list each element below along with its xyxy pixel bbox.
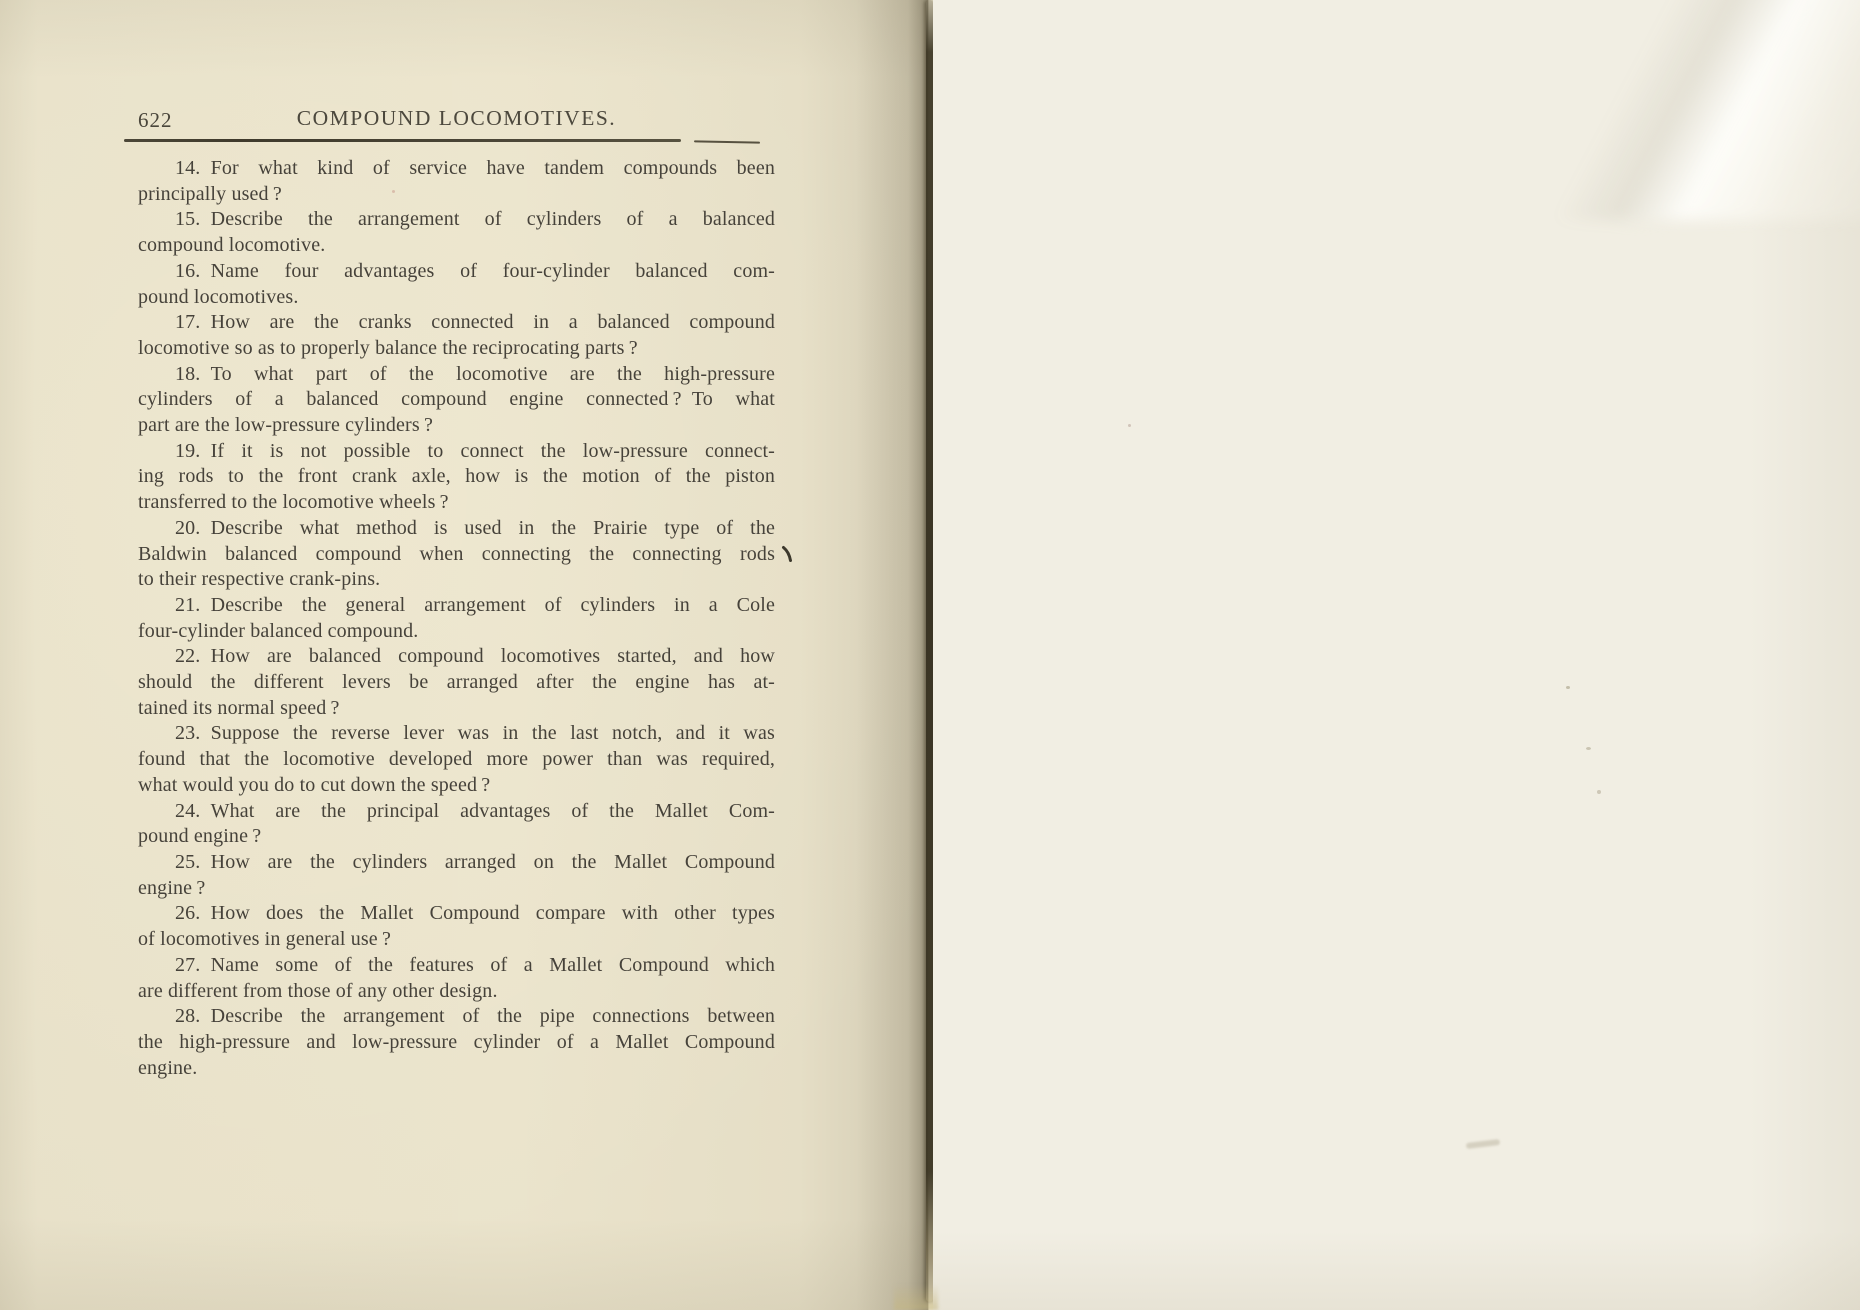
text-line: engine. [138,1056,198,1079]
text-line: should the different levers be arranged after the engine has at- [138,671,775,694]
text-line: locomotive so as to properly balance the reciprocating parts ? [138,336,638,359]
text-line: 17. How are the cranks connected in a balanced compound [175,311,775,334]
paper-speck [1566,686,1570,689]
page-number: 622 [138,108,173,132]
text-line: tained its normal speed ? [138,696,340,719]
text-line: to their respective crank-pins. [138,568,381,591]
gutter-shadow [856,0,928,1310]
text-line: 24. What are the principal advantages of the Mallet Com- [175,799,775,822]
paper-speck [1128,424,1131,427]
text-line: cylinders of a balanced compound engine connected ? To what [138,388,775,411]
text-line: 23. Suppose the reverse lever was in the last notch, and it was [175,722,775,745]
text-line: ing rods to the front crank axle, how is the motion of the piston [138,465,775,488]
text-block [138,156,775,1081]
text-line: 18. To what part of the locomotive are the high-pressure [175,362,775,385]
text-line: 27. Name some of the features of a Mallet Compound which [175,953,775,976]
text-line: the high-pressure and low-pressure cylinder of a Mallet Compound [138,1030,775,1053]
text-line: engine ? [138,876,206,899]
text-line: Baldwin balanced compound when connecting the connecting rods [138,542,775,565]
text-line: found that the locomotive developed more power than was required, [138,748,775,771]
stray-ink-mark [781,545,793,564]
text-line: 26. How does the Mallet Compound compare with other types [175,902,775,925]
text-line: are different from those of any other design. [138,979,498,1002]
header-rule [124,139,681,142]
running-title: COMPOUND LOCOMOTIVES. [296,106,617,130]
text-line: what would you do to cut down the speed ? [138,773,491,796]
text-line: 16. Name four advantages of four-cylinder balanced com- [175,259,775,282]
paper-speck [392,190,395,193]
text-line: 20. Describe what method is used in the Prairie type of the [175,516,775,539]
text-line: 21. Describe the general arrangement of cylinders in a Cole [175,593,775,616]
text-line: 22. How are balanced compound locomotives started, and how [175,645,775,668]
text-line: principally used ? [138,182,282,205]
text-line: of locomotives in general use ? [138,928,392,951]
text-line: pound locomotives. [138,285,299,308]
text-line: 25. How are the cylinders arranged on the Mallet Compound [175,850,775,873]
binding-gutter [926,0,933,1302]
text-line: part are the low-pressure cylinders ? [138,414,433,437]
text-line: compound locomotive. [138,234,326,257]
text-line: 19. If it is not possible to connect the low-pressure connect- [175,439,775,462]
text-line: 14. For what kind of service have tandem compounds been [175,157,775,179]
page-curl-highlight [1480,0,1860,220]
paper-speck [1586,747,1591,750]
text-line: pound engine ? [138,825,262,848]
page-edge-bottom [894,1284,938,1310]
text-line: 28. Describe the arrangement of the pipe connections between [175,1005,775,1028]
paper-speck [1597,790,1601,794]
page-header [138,104,775,138]
text-line: four-cylinder balanced compound. [138,619,419,642]
text-line: 15. Describe the arrangement of cylinders of a balanced [175,208,775,231]
text-line: transferred to the locomotive wheels ? [138,491,449,514]
